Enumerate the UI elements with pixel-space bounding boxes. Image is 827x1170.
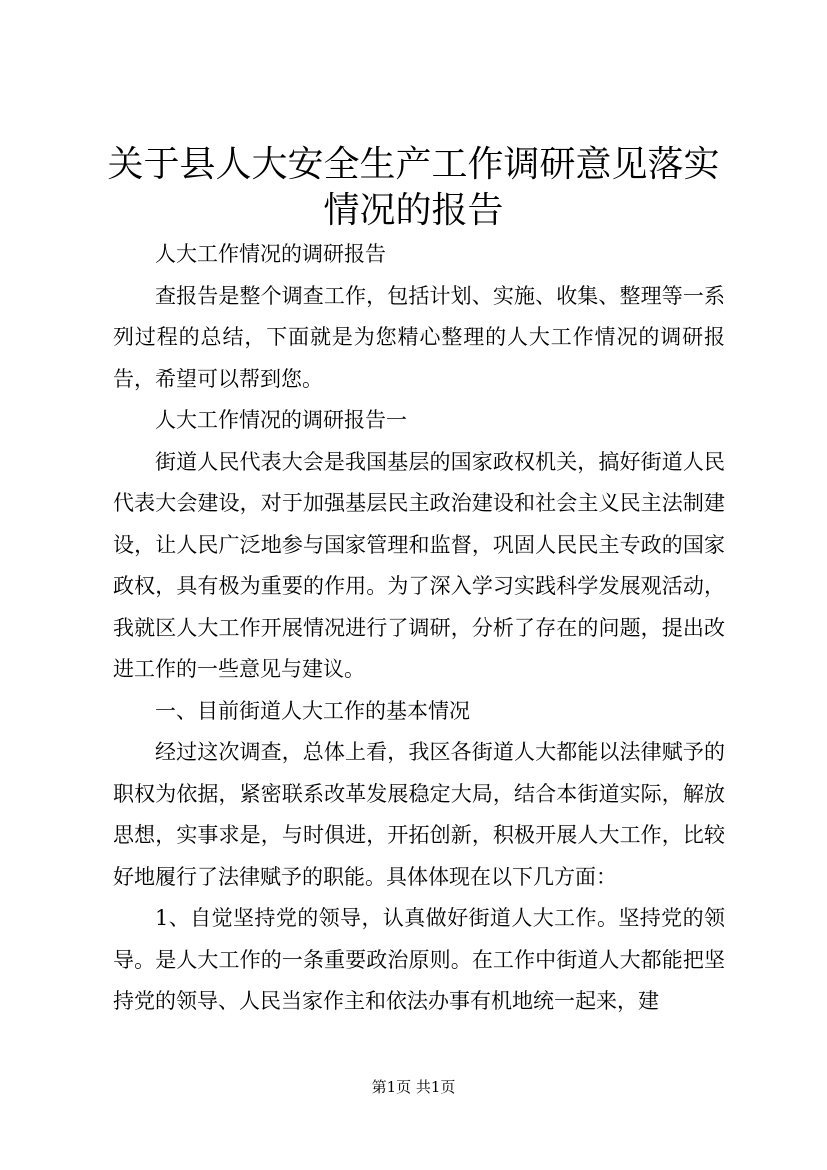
paragraph-section-heading: 人大工作情况的调研报告一 [155, 408, 407, 432]
paragraph-body: 1、自觉坚持党的领导，认真做好街道人大工作。坚持党的领导。是人大工作的一条重要政治原则。在工作中街道人大都能把坚持党的领导、人民当家作主和依法办事有机地统一起来，建 [113, 906, 725, 1013]
paragraph-intro: 查报告是整个调查工作，包括计划、实施、收集、整理等一系列过程的总结，下面就是为您精心整理的人大工作情况的调研报告，希望可以帮到您。 [113, 283, 725, 391]
paragraph-body: 经过这次调查，总体上看，我区各街道人大都能以法律赋予的职权为依据，紧密联系改革发展稳定大局，结合本街道实际，解放思想，实事求是，与时俱进，开拓创新，积极开展人大工作，比较好地履行了法律赋予的职能。具体体现在以下几方面： [113, 740, 725, 889]
paragraph-subheading: 一、目前街道人大工作的基本情况 [155, 698, 470, 723]
page-footer: 第1页 共1页 [371, 1078, 456, 1096]
document-body [113, 234, 725, 1023]
paragraph-body: 街道人民代表大会是我国基层的国家政权机关，搞好街道人民代表大会建设，对于加强基层民主政治建设和社会主义民主法制建设，让人民广泛地参与国家管理和监督，巩固人民民主专政的国家政权，具有极为重要的作用。为了深入学习实践科学发展观活动，我就区人大工作开展情况进行了调研，分析了存在的问题，提出改进工作的一些意见与建议。 [113, 449, 725, 681]
paragraph-subtitle: 人大工作情况的调研报告 [155, 242, 386, 266]
document-title: 关于县人大安全生产工作调研意见落实情况的报告 [107, 144, 720, 231]
